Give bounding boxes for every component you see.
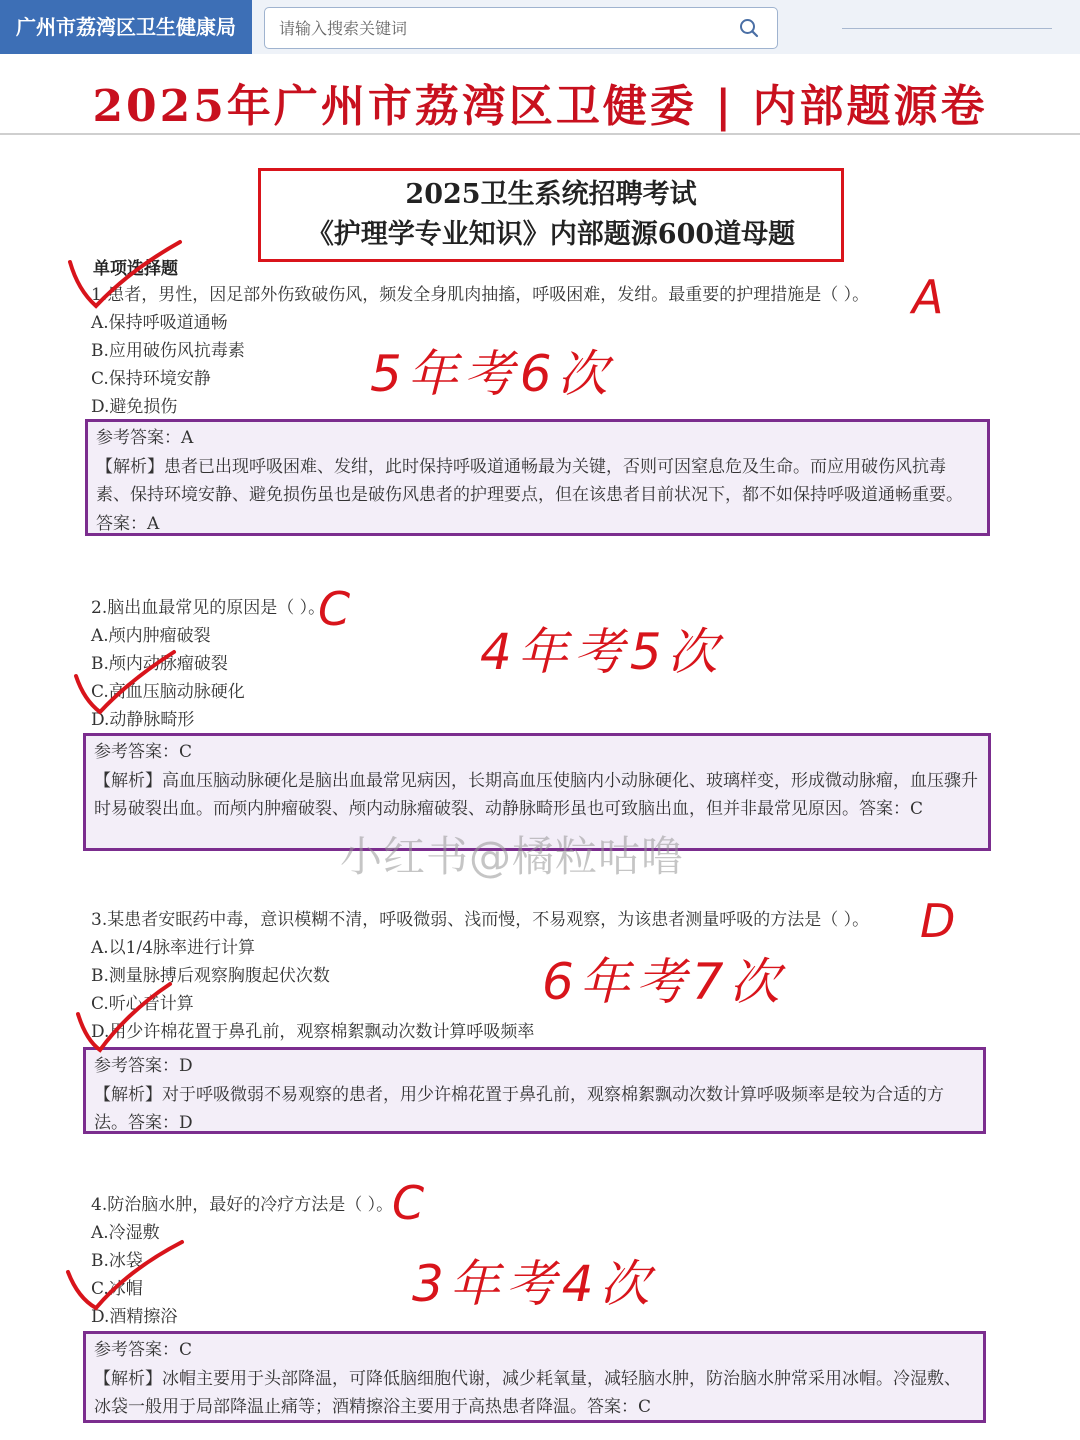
- question-option: A.保持呼吸道通畅: [91, 313, 228, 333]
- answer-box: [83, 1331, 986, 1423]
- answer-analysis: 【解析】对于呼吸微弱不易观察的患者，用少许棉花置于鼻孔前，观察棉絮飘动次数计算呼吸频率是较为合适的方法。答案：D: [94, 1084, 944, 1133]
- question-option: B.冰袋: [91, 1251, 143, 1271]
- answer-label: 参考答案：D: [94, 1056, 193, 1076]
- answer-box: [85, 419, 990, 536]
- handwritten-answer: C: [392, 1176, 425, 1230]
- exam-title-line2: 《护理学专业知识》内部题源600道母题: [306, 219, 796, 250]
- question-stem: 2.脑出血最常见的原因是（ ）。: [91, 598, 326, 618]
- question-stem: 1.患者，男性，因足部外伤致破伤风，频发全身肌肉抽搐，呼吸困难，发绀。最重要的护理措施是（ ）。: [91, 285, 870, 305]
- top-bar: [0, 0, 1080, 54]
- section-title: 单项选择题: [93, 259, 178, 279]
- question-option: B.测量脉搏后观察胸腹起伏次数: [91, 966, 330, 986]
- exam-title-line1: 2025卫生系统招聘考试: [405, 179, 697, 210]
- question-stem: 3.某患者安眠药中毒，意识模糊不清，呼吸微弱、浅而慢，不易观察，为该患者测量呼吸的方法是（ ）。: [91, 910, 870, 930]
- question-option: A.以1/4脉率进行计算: [91, 938, 256, 958]
- exam-title-box: [258, 168, 844, 262]
- question-option: C.高血压脑动脉硬化: [91, 682, 245, 702]
- question-option: A.颅内肿瘤破裂: [91, 626, 211, 646]
- question-option: D.避免损伤: [91, 397, 178, 417]
- answer-label: 参考答案：C: [94, 1340, 193, 1360]
- question-option: A.冷湿敷: [91, 1223, 160, 1243]
- question-option: C.冰帽: [91, 1279, 143, 1299]
- handwritten-answer: D: [920, 894, 956, 948]
- answer-label: 参考答案：C: [94, 742, 193, 762]
- search-box[interactable]: [264, 7, 778, 49]
- question-option: C.保持环境安静: [91, 369, 211, 389]
- watermark: 小红书@橘粒咕噜: [340, 832, 685, 881]
- question-option: C.听心音计算: [91, 994, 194, 1014]
- handwritten-answer: C: [318, 582, 351, 636]
- handwritten-frequency-note: 5年考6次: [370, 345, 614, 403]
- headline-divider: [0, 133, 1080, 135]
- search-input[interactable]: [265, 8, 719, 48]
- question-option: D.动静脉畸形: [91, 710, 195, 730]
- header-divider: [842, 28, 1052, 29]
- answer-box: [83, 1047, 986, 1134]
- handwritten-frequency-note: 4年考5次: [480, 623, 724, 681]
- handwritten-frequency-note: 6年考7次: [542, 953, 786, 1011]
- handwritten-answer: A: [912, 270, 944, 324]
- answer-label: 参考答案：A: [96, 428, 194, 448]
- answer-analysis: 【解析】高血压脑动脉硬化是脑出血最常见病因，长期高血压使脑内小动脉硬化、玻璃样变，形成微动脉瘤，血压骤升时易破裂出血。而颅内肿瘤破裂、颅内动脉瘤破裂、动静脉畸形虽也可致脑出血，但并非最常见原因。答案：C: [94, 770, 978, 819]
- handwritten-frequency-note: 3年考4次: [412, 1255, 656, 1313]
- question-option: D.酒精擦浴: [91, 1307, 178, 1327]
- site-name[interactable]: 广州市荔湾区卫生健康局: [0, 0, 252, 54]
- answer-analysis: 【解析】冰帽主要用于头部降温，可降低脑细胞代谢，减少耗氧量，减轻脑水肿，防治脑水肿常采用冰帽。冷湿敷、冰袋一般用于局部降温止痛等；酒精擦浴主要用于高热患者降温。答案：C: [94, 1368, 961, 1417]
- question-option: B.应用破伤风抗毒素: [91, 341, 245, 361]
- question-option: D.用少许棉花置于鼻孔前，观察棉絮飘动次数计算呼吸频率: [91, 1022, 535, 1042]
- question-option: B.颅内动脉瘤破裂: [91, 654, 228, 674]
- answer-analysis: 【解析】患者已出现呼吸困难、发绀，此时保持呼吸道通畅最为关键，否则可因窒息危及生命。而应用破伤风抗毒素、保持环境安静、避免损伤虽也是破伤风患者的护理要点，但在该患者目前状况下，都不如保持呼吸道通畅重要。答案：A: [96, 456, 963, 534]
- question-stem: 4.防治脑水肿，最好的冷疗方法是（ ）。: [91, 1195, 394, 1215]
- search-icon[interactable]: [739, 18, 759, 38]
- page-headline: 2025年广州市荔湾区卫健委 | 内部题源卷: [92, 81, 988, 132]
